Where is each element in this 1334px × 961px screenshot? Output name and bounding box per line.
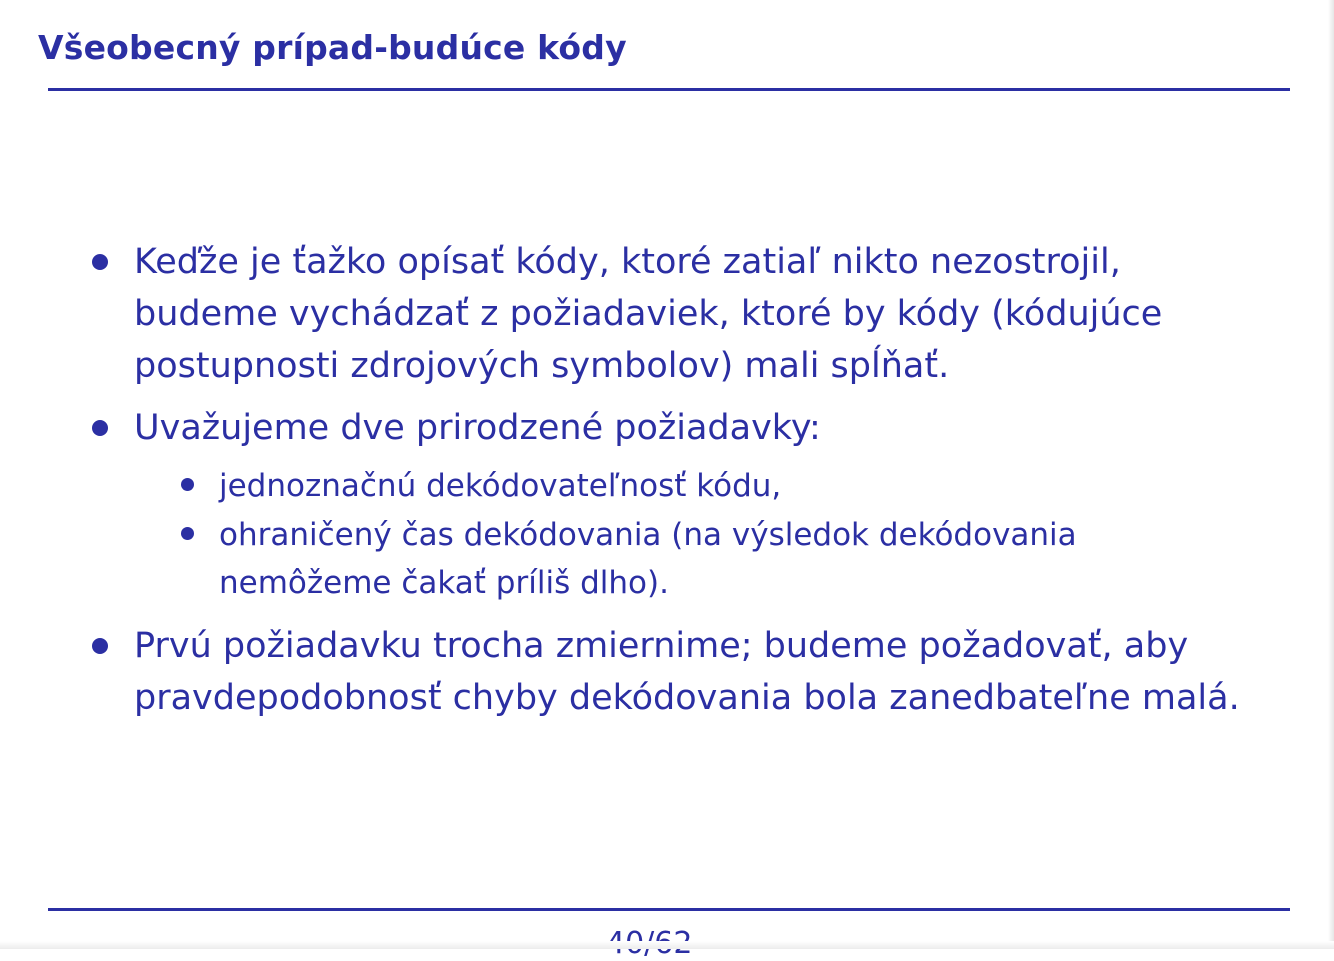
- bullet-line: budeme vychádzať z požiadaviek, ktoré by kódy (kódujúce: [134, 294, 1163, 334]
- page-bottom-shadow: [0, 941, 1334, 949]
- bullet-line: Keďže je ťažko opísať kódy, ktoré zatiaľ nikto nezostrojil,: [134, 242, 1121, 282]
- sub-bullet-line: nemôžeme čakať príliš dlho).: [219, 565, 669, 601]
- sub-bullet-text: [219, 462, 781, 510]
- bullet-icon: [92, 638, 108, 654]
- bullet-line: postupnosti zdrojových symbolov) mali spĺňať.: [134, 346, 950, 386]
- bullet-line: pravdepodobnosť chyby dekódovania bola zanedbateľne malá.: [134, 678, 1240, 718]
- bullet-line: Uvažujeme dve prirodzené požiadavky:: [134, 408, 821, 448]
- bullet-text: [134, 620, 1240, 724]
- footer-rule: [48, 908, 1290, 911]
- title-rule: [48, 88, 1290, 91]
- sub-bullet-text: [219, 511, 1077, 607]
- bullet-line: Prvú požiadavku trocha zmiernime; budeme požadovať, aby: [134, 626, 1189, 666]
- sub-bullet-line: ohraničený čas dekódovania (na výsledok dekódovania: [219, 517, 1077, 553]
- sub-bullet-line: jednoznačnú dekódovateľnosť kódu,: [219, 468, 782, 504]
- bullet-text: [134, 236, 1162, 392]
- bullet-icon: [92, 254, 108, 270]
- sub-bullet-icon: [181, 527, 194, 540]
- bullet-icon: [92, 420, 108, 436]
- bullet-text: [134, 402, 821, 454]
- page-edge-shadow: [1328, 0, 1334, 949]
- slide-title: Všeobecný prípad-budúce kódy: [38, 28, 627, 67]
- sub-bullet-icon: [181, 478, 194, 491]
